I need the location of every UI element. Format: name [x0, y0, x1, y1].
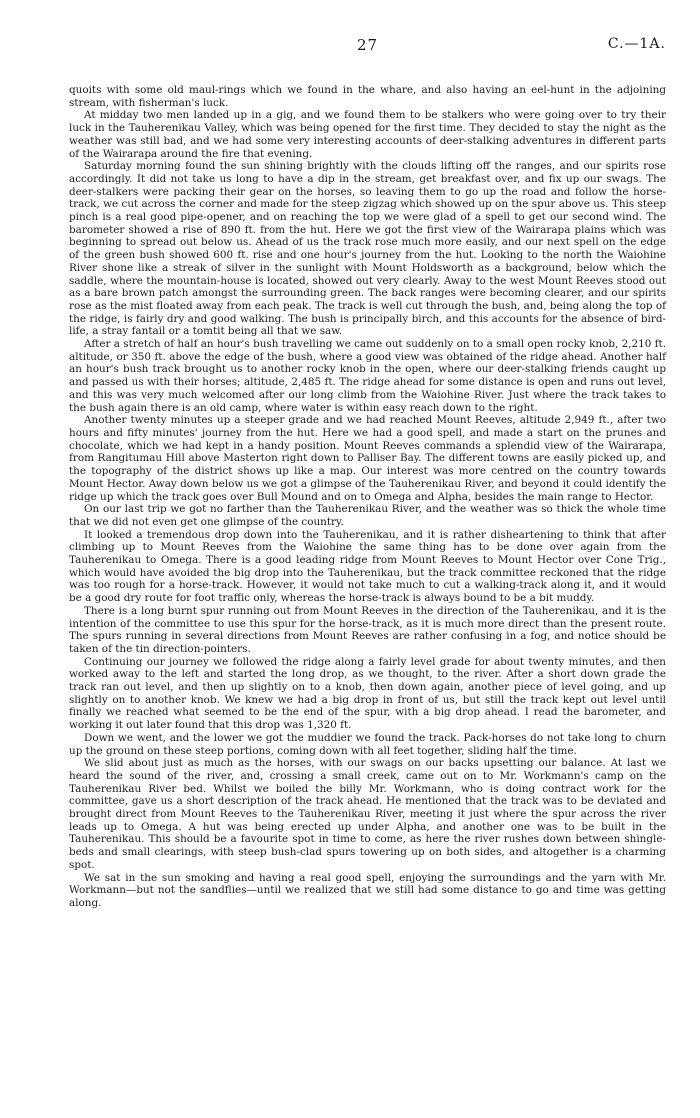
body-text [69, 84, 666, 910]
page-number: 27 [356, 36, 379, 54]
paragraph: Another twenty minutes up a steeper grade and we had reached Mount Reeves, altitude 2,949 ft., after two hours and fifty minutes' journey from the hut. Here we had a good spell, and made a start on the prunes and chocolate, which we had kept in a handy position. Mount Reeves commands a splendid view of the Wairarapa, from Rangitumau Hill above Masterton right down to Palliser Bay. The different towns are easily picked up, and the topography of the district shows up like a map. Our interest was more centred on the country towards Mount Hector. Away down below us we got a glimpse of the Tauherenikau River, and beyond it could identify the ridge up which the track goes over Bull Mound and on to Omega and Alpha, besides the main range to Hector. [69, 414, 666, 503]
paragraph: quoits with some old maul-rings which we found in the whare, and also having an eel-hunt in the adjoining stream, with fisherman's luck. [69, 84, 666, 109]
paragraph: We slid about just as much as the horses, with our swags on our backs upsetting our balance. At last we heard the sound of the river, and, crossing a small creek, came out on to Mr. Workmann's camp on the Tauherenikau River bed. Whilst we boiled the billy Mr. Workmann, who is doing contract work for the committee, gave us a short description of the track ahead. He mentioned that the track was to be deviated and brought direct from Mount Reeves to the Tauherenikau River, meeting it just where the spur across the river leads up to Omega. A hut was being erected up under Alpha, and another one was to be built in the Tauherenikau. This should be a favourite spot in time to come, as here the river rushes down between shingle-beds and small clearings, with steep bush-clad spurs towering up on both sides, and altogether is a charming spot. [69, 757, 666, 871]
paragraph: Saturday morning found the sun shining brightly with the clouds lifting off the ranges, and our spirits rose accordingly. It did not take us long to have a dip in the stream, get breakfast over, and fix up our swags. The deer-stalkers were packing their gear on the horses, so leaving them to go up the road and follow the horse-track, we cut across the corner and made for the steep zigzag which showed up on the spur above us. This steep pinch is a real good pipe-opener, and on reaching the top we were glad of a spell to get our second wind. The barometer showed a rise of 890 ft. from the hut. Here we got the first view of the Wairarapa plains which was beginning to spread out below us. Ahead of us the track rose much more easily, and our next spell on the edge of the green bush showed 600 ft. rise and one hour's journey from the hut. Looking to the north the Waiohine River shone like a streak of silver in the sunlight with Mount Holdsworth as a background, below which the saddle, where the mountain-house is located, showed out very clearly. Away to the west Mount Reeves stood out as a bare brown patch amongst the surrounding green. The back ranges were becoming clearer, and our spirits rose as the mist floated away from each peak. The track is well cut through the bush, and, being along the top of the ridge, is fairly dry and good walking. The bush is principally birch, and this accounts for the absence of bird-life, a stray fantail or a tomtit being all that we saw. [69, 160, 666, 338]
document-code: C.—1A. [607, 36, 666, 52]
paragraph: We sat in the sun smoking and having a real good spell, enjoying the surroundings and the yarn with Mr. Workmann—but not the sandflies—until we realized that we still had some distance to go and time was getting along. [69, 871, 666, 909]
paragraph: On our last trip we got no farther than the Tauherenikau River, and the weather was so thick the whole time that we did not even get one glimpse of the country. [69, 503, 666, 528]
paragraph: There is a long burnt spur running out from Mount Reeves in the direction of the Tauherenikau, and it is the intention of the committee to use this spur for the horse-track, as it is much more direct than the present route. The spurs running in several directions from Mount Reeves are rather confusing in a fog, and notice should be taken of the tin direction-pointers. [69, 604, 666, 655]
paragraph: At midday two men landed up in a gig, and we found them to be stalkers who were going over to try their luck in the Tauherenikau Valley, which was being opened for the first time. They decided to stay the night as the weather was still bad, and we had some very interesting accounts of deer-stalking adventures in different parts of the Wairarapa around the fire that evening. [69, 109, 666, 160]
page-header [69, 36, 666, 64]
paragraph: After a stretch of half an hour's bush travelling we came out suddenly on to a small open rocky knob, 2,210 ft. altitude, or 350 ft. above the edge of the bush, where a good view was obtained of the ridge ahead. Another half an hour's bush track brought us to another rocky knob in the open, where our deer-stalking friends caught up and passed us with their horses; altitude, 2,485 ft. The ridge ahead for some distance is open and runs out level, and this was very much welcomed after our long climb from the Waiohine River. Just where the track takes to the bush again there is an old camp, where water is within easy reach down to the right. [69, 338, 666, 414]
paragraph: Down we went, and the lower we got the muddier we found the track. Pack-horses do not take long to churn up the ground on these steep portions, coming down with all feet together, sliding half the time. [69, 731, 666, 757]
paragraph: It looked a tremendous drop down into the Tauherenikau, and it is rather disheartening to think that after climbing up to Mount Reeves from the Waiohine the same thing has to be done over again from the Tauherenikau to Omega. There is a good leading ridge from Mount Reeves to Mount Hector over Cone Trig., which would have avoided the big drop into the Tauherenikau, but the track committee reckoned that the ridge was too rough for a horse-track. However, it would not take much to cut a walking-track along it, and it would be a good dry route for foot traffic only, whereas the horse-track is always bound to be a bit muddy. [69, 528, 666, 605]
paragraph: Continuing our journey we followed the ridge along a fairly level grade for about twenty minutes, and then worked away to the left and started the long drop, as we thought, to the river. After a short down grade the track ran out level, and then up slightly on to a knob, then down again, another piece of level going, and up slightly on to another knob. We knew we had a big drop in front of us, but still the track kept out level until finally we reached what seemed to be the end of the spur, with a big drop ahead. I read the barometer, and working it out later found that this drop was 1,320 ft. [69, 655, 666, 732]
